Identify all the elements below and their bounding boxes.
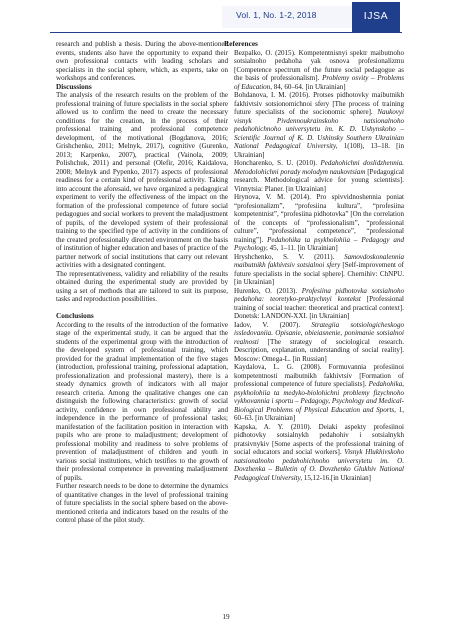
left-column <box>56 40 228 525</box>
reference-source-title: Visnyk Hlukhivskoho natsionalnoho pedahohichnoho universytetu im. O. Dovzhenka – Bulletin of O. Dovzhenko Glukhiv National Pedagogical University, <box>234 448 404 482</box>
further-research-paragraph: Further research needs to be done to determine the dynamics of quantitative changes in the level of professional training of future specialists in the social sphere based on the above-mentioned criteria and indicators based on the results of the control phase of the pilot study. <box>56 482 228 524</box>
reference-details: 1(108), 13–18. [in Ukrainian] <box>234 142 404 159</box>
reference-item <box>224 49 404 92</box>
discussions-heading: Discussions <box>56 81 92 91</box>
reference-item <box>224 363 404 423</box>
reference-source-title: Pedahohika, psykholohiia ta medyko-biolohichni problemy fizychnoho vykhovannia i sportu – Pedagogy, Psychology and Medical-Biological Problems of Physical Education and Sports, <box>234 380 404 414</box>
conclusions-paragraph: According to the results of the introduction of the formative stage of the experimental study, it can be argued that the students of the experimental group with the introduction of the developed system of professional training, which provided for the gradual implementation of the five stages (introduction, professional training, professional adaptation, professionalization and professional mastery), there is a steady dynamics growth of indicators with all major research criteria. Among the qualitative changes one can distinguish the following characteristics: growth of social activity, confidence in own professional ability and independence in the performance of professional tasks; manifestation of the facilitation position in interaction with pupils who are prone to maladjustment; development of professional mobility and readiness to solve problems of prevention of maladjustment of children and youth in various social institutions, which testifies to the growth of their professional competence in preventing maladjustment of pupils. <box>56 320 228 482</box>
reference-item <box>224 253 404 287</box>
intro-paragraph: research and publish a thesis. During the above-mentioned events, students also have the opportunity to expand their own professional contacts with leading scholars and specialists in the social sphere, which, as experts, take on workshops and conferences. <box>56 40 228 82</box>
page-number: 19 <box>222 613 230 621</box>
reference-item <box>224 423 404 483</box>
reference-details: 84, 60–64. [in Ukrainian] <box>271 82 346 91</box>
reference-item <box>224 321 404 364</box>
reference-text: Kaydalova, L. G. (2008). Formuvannia profesiinoi kompetentnosti maibutnikh fakhivtsiv [Formation of professional competence of future specialists]. <box>234 363 404 388</box>
reference-source-title: Problemy osvity – Problems of Education, <box>234 74 404 91</box>
reference-list <box>224 49 404 483</box>
reference-text: Hurenko, O. (2013). <box>234 286 302 295</box>
representativeness-paragraph: The representativeness, validity and reliability of the results obtained during the experimental study are provided by using a set of methods that are tailored to suit its purpose, tasks and reproduction possibilities. <box>56 269 228 303</box>
journal-badge <box>352 2 400 32</box>
references-heading: References <box>224 39 258 48</box>
reference-details: 15,12-16.[in Ukrainian] <box>302 473 371 482</box>
reference-source-title: Pedahohika ta psykholohiia – Pedagogy and Psychology, <box>234 235 404 252</box>
volume-info: Vol. 1, No. 1-2, 2018 <box>236 10 317 20</box>
reference-details: 45, 1–11. [in Ukrainian] <box>267 244 338 252</box>
reference-source-title: Profesiina pidhotovka sotsialnoho pedahoha: teoretyko-praktychnyi kontekst <box>234 286 404 303</box>
reference-source-title: Samovdoskonalennia maibutnikh fakhivtsiv sotsialnoi sfery <box>234 252 404 269</box>
reference-item <box>224 287 404 321</box>
reference-text: Iadov, V. (2007). <box>234 320 312 329</box>
reference-details: [Pedagogical research. Methodological advice for young scientists]. Vinnytsia: Planer. [in Ukrainian] <box>234 167 404 193</box>
reference-item <box>224 91 404 159</box>
reference-text: Hrynova, V. M. (2014). Pro spivvidnoshennia poniat “profesionalizm”, “profesiina kultura”, “profesiina kompetentnist”, “profesiina pidhotovka” [On the correlation of the concepts of “professionalism”, “professional culture”, “professional competence”, “professional training”]. <box>234 193 404 244</box>
reference-details: [Self-improvement of future specialists in the social sphere]. Chernihiv: ChNPU. [in Ukrainian] <box>234 261 404 286</box>
reference-text: Honcharenko, S. U. (2010). <box>234 159 321 167</box>
conclusions-heading: Conclusions <box>56 311 94 320</box>
reference-source-title: Pedahohichni doslidzhennia. Metodolohichni porady molodym naukovtsiam <box>234 159 404 176</box>
discussions-paragraph: The analysis of the research results on the problem of the professional training of future specialists in the social sphere allowed us to confirm the need to create the necessary conditions for the creation, in the process of their professional training and professional competence development, of the motivational (Bogdanova, 2016; Grishchenko, 2011; Melnyk, 2017), cognitive (Gurenko, 2013; Karpenko, 2007), practical (Vainola, 2009; Polishchuk, 2011) and personal (Olefir, 2016; Kaidalova, 2008; Melnyk and Pypenko, 2017) aspects of professional readiness for a certain kind of professional activity. Taking into account the aforesaid, we have organized a pedagogical experiment to verify the effectiveness of the impact on the formation of the professional competence of future social pedagogues and social workers to prevent the maladjustment of pupils, of the developed system of their professional training to the specified type of activity in the conditions of the created professionally directed environment on the basis of institution of higher education and bases of practice of the partner network of social institutions that carry out relevant activities with a designated contingent. <box>56 91 228 269</box>
reference-details: [Professional training of social teacher: theoretical and practical context]. Donetsk: LANDON-XXI. [in Ukrainian] <box>234 295 404 320</box>
header-divider <box>50 32 402 33</box>
reference-source-title: Naukovyi visnyk Pivdennoukrainskoho natsionalnoho pedahohichnoho universytetu im. K. D. Ushynskoho – Scientific Journal of K. D. Ushinsky Southern Ukrainian National Pedagogical University, <box>234 108 404 150</box>
reference-source-title: Strategiia sotsiologicheskogo issledovaniia. Opisanie, obieiasnenie, ponimanie sotsialnoi realnosti <box>234 320 404 346</box>
reference-text: Bezpalko, O. (2015). Kompetentnisnyi spektr maibutnoho sotsialnoho pedahoha yak osnova profesionalizmu [Competence spectrum of the future social pedagogue as the basis of professionalism]. <box>234 48 404 82</box>
reference-text: Hryshchenko, S. V. (2011). <box>234 252 345 261</box>
reference-details: 1, 60–63. [in Ukrainian] <box>234 405 404 422</box>
reference-details: [The strategy of sociological research. Description, explanation, understanding of social reality]. Moscow: Omega-L. [in Russian] <box>234 337 404 363</box>
reference-text: Bohdanova, I. M. (2016). Protses pidhotovky maibutnikh fakhivtsiv sotsionomichnoi sfery [The process of training future specialists of the socionomic sphere]. <box>234 91 404 116</box>
reference-item <box>224 193 404 253</box>
journal-header <box>0 0 452 32</box>
reference-text: Kapska, A. Y. (2010). Deiaki aspekty profesiinoi pidhotovky sotsialnykh pedahohiv i sotsialnykh pratsivnykiv [Some aspects of the professional training of social educators and social workers]. <box>234 422 404 456</box>
reference-item <box>224 159 404 193</box>
right-column <box>224 40 404 482</box>
journal-badge-label: IJSA <box>363 10 389 22</box>
